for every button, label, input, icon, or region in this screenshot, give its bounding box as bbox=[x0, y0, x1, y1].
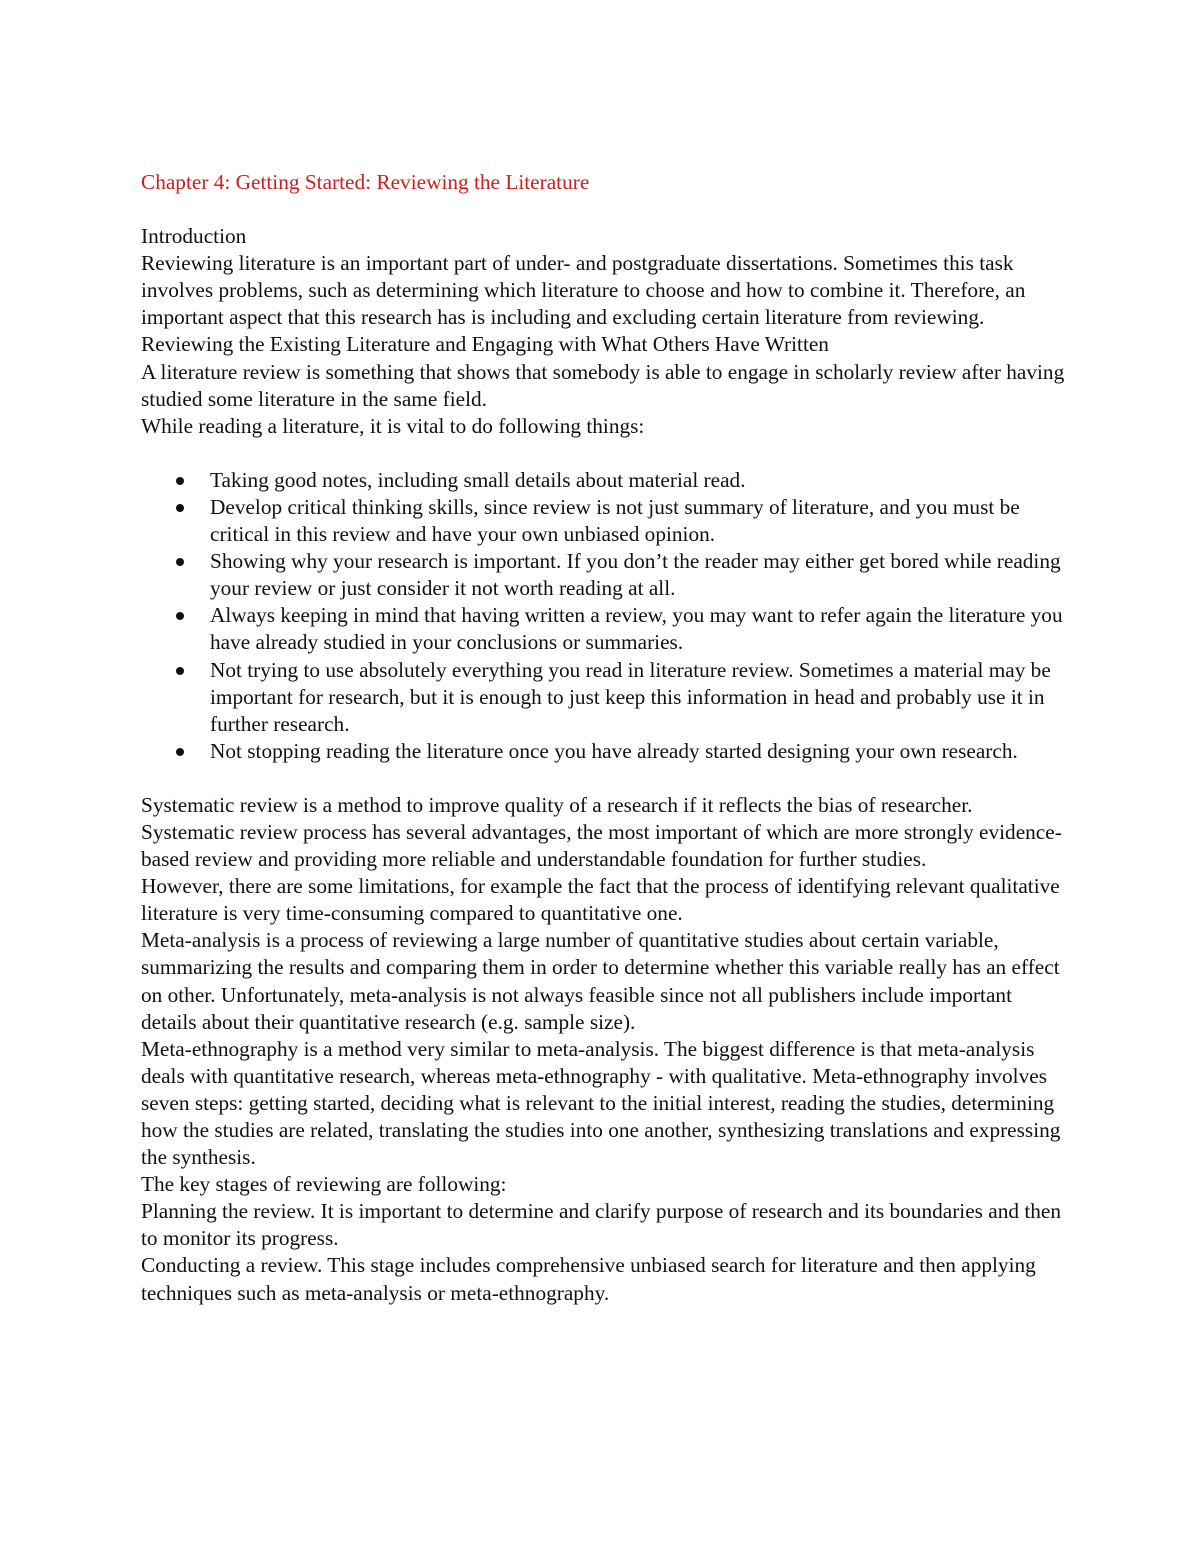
paragraph-limitations: However, there are some limitations, for example the fact that the process of identifying relevant qualitative literature is very time-consuming compared to quantitative one. bbox=[141, 874, 1060, 926]
intro-heading: Introduction bbox=[141, 224, 247, 249]
list-item bbox=[141, 548, 1071, 602]
section-paragraph: A literature review is something that shows that somebody is able to engage in scholarly review after having studied some literature in the same field. bbox=[141, 359, 1065, 411]
list-intro: While reading a literature, it is vital to do following things: bbox=[141, 413, 645, 438]
bullet-icon bbox=[176, 477, 184, 485]
list-item bbox=[141, 657, 1071, 738]
bullet-icon bbox=[176, 558, 184, 566]
intro-paragraph: Reviewing literature is an important part of under- and postgraduate dissertations. Sometimes this task involves problems, such as determining which literature to choose and how to combine it. Therefore, an important aspect that this research has is including and excluding certain literature from reviewing. bbox=[141, 251, 1026, 330]
list-item bbox=[141, 738, 1071, 765]
bullet-list bbox=[141, 467, 1071, 765]
paragraph-meta-analysis: Meta-analysis is a process of reviewing a large number of quantitative studies about certain variable, summarizing the results and comparing them in order to determine whether this variable really has an effect on other. Unfortunately, meta-analysis is not always feasible since not all publishers include important details about their quantitative research (e.g. sample size). bbox=[141, 928, 1060, 1034]
paragraph-planning: Planning the review. It is important to determine and clarify purpose of research and its boundaries and then to monitor its progress. bbox=[141, 1199, 1062, 1251]
list-item-text: Not stopping reading the literature once you have already started designing your own research. bbox=[210, 738, 1018, 763]
list-item bbox=[141, 494, 1071, 548]
bullet-icon bbox=[176, 612, 184, 620]
list-item bbox=[141, 602, 1071, 656]
chapter-title: Chapter 4: Getting Started: Reviewing the Literature bbox=[141, 170, 590, 194]
list-item-text: Taking good notes, including small details about material read. bbox=[210, 467, 746, 492]
list-item-text: Develop critical thinking skills, since review is not just summary of literature, and you must be critical in this review and have your own unbiased opinion. bbox=[210, 494, 1020, 547]
paragraph-key-stages: The key stages of reviewing are following: bbox=[141, 1172, 507, 1197]
section-heading: Reviewing the Existing Literature and Engaging with What Others Have Written bbox=[141, 332, 829, 357]
list-item bbox=[141, 467, 1071, 494]
paragraph-meta-ethnography: Meta-ethnography is a method very similar to meta-analysis. The biggest difference is that meta-analysis deals with quantitative research, whereas meta-ethnography - with qualitative. Meta-ethnography involves seven steps: getting started, deciding what is relevant to the initial interest, reading the studies, determining how the studies are related, translating the studies into one another, synthesizing translations and expressing the synthesis. bbox=[141, 1036, 1061, 1170]
spacer bbox=[141, 196, 1071, 223]
bullet-icon bbox=[176, 504, 184, 512]
list-item-text: Always keeping in mind that having written a review, you may want to refer again the literature you have already studied in your conclusions or summaries. bbox=[210, 603, 1063, 655]
bullet-icon bbox=[176, 748, 184, 756]
document-page bbox=[141, 169, 1071, 1307]
list-item-text: Showing why your research is important. If you don’t the reader may either get bored while reading your review or just consider it not worth reading at all. bbox=[210, 549, 1061, 601]
bullet-icon bbox=[176, 667, 184, 675]
paragraph-systematic-review: Systematic review is a method to improve quality of a research if it reflects the bias of researcher. Systematic review process has several advantages, the most important of which are more strongly evidence-based review and providing more reliable and understandable foundation for further studies. bbox=[141, 792, 1062, 872]
list-item-text: Not trying to use absolutely everything you read in literature review. Sometimes a material may be important for research, but it is enough to just keep this information in head and probably use it in further research. bbox=[210, 657, 1051, 736]
paragraph-conducting: Conducting a review. This stage includes comprehensive unbiased search for literature and then applying techniques such as meta-analysis or meta-ethnography. bbox=[141, 1253, 1036, 1305]
